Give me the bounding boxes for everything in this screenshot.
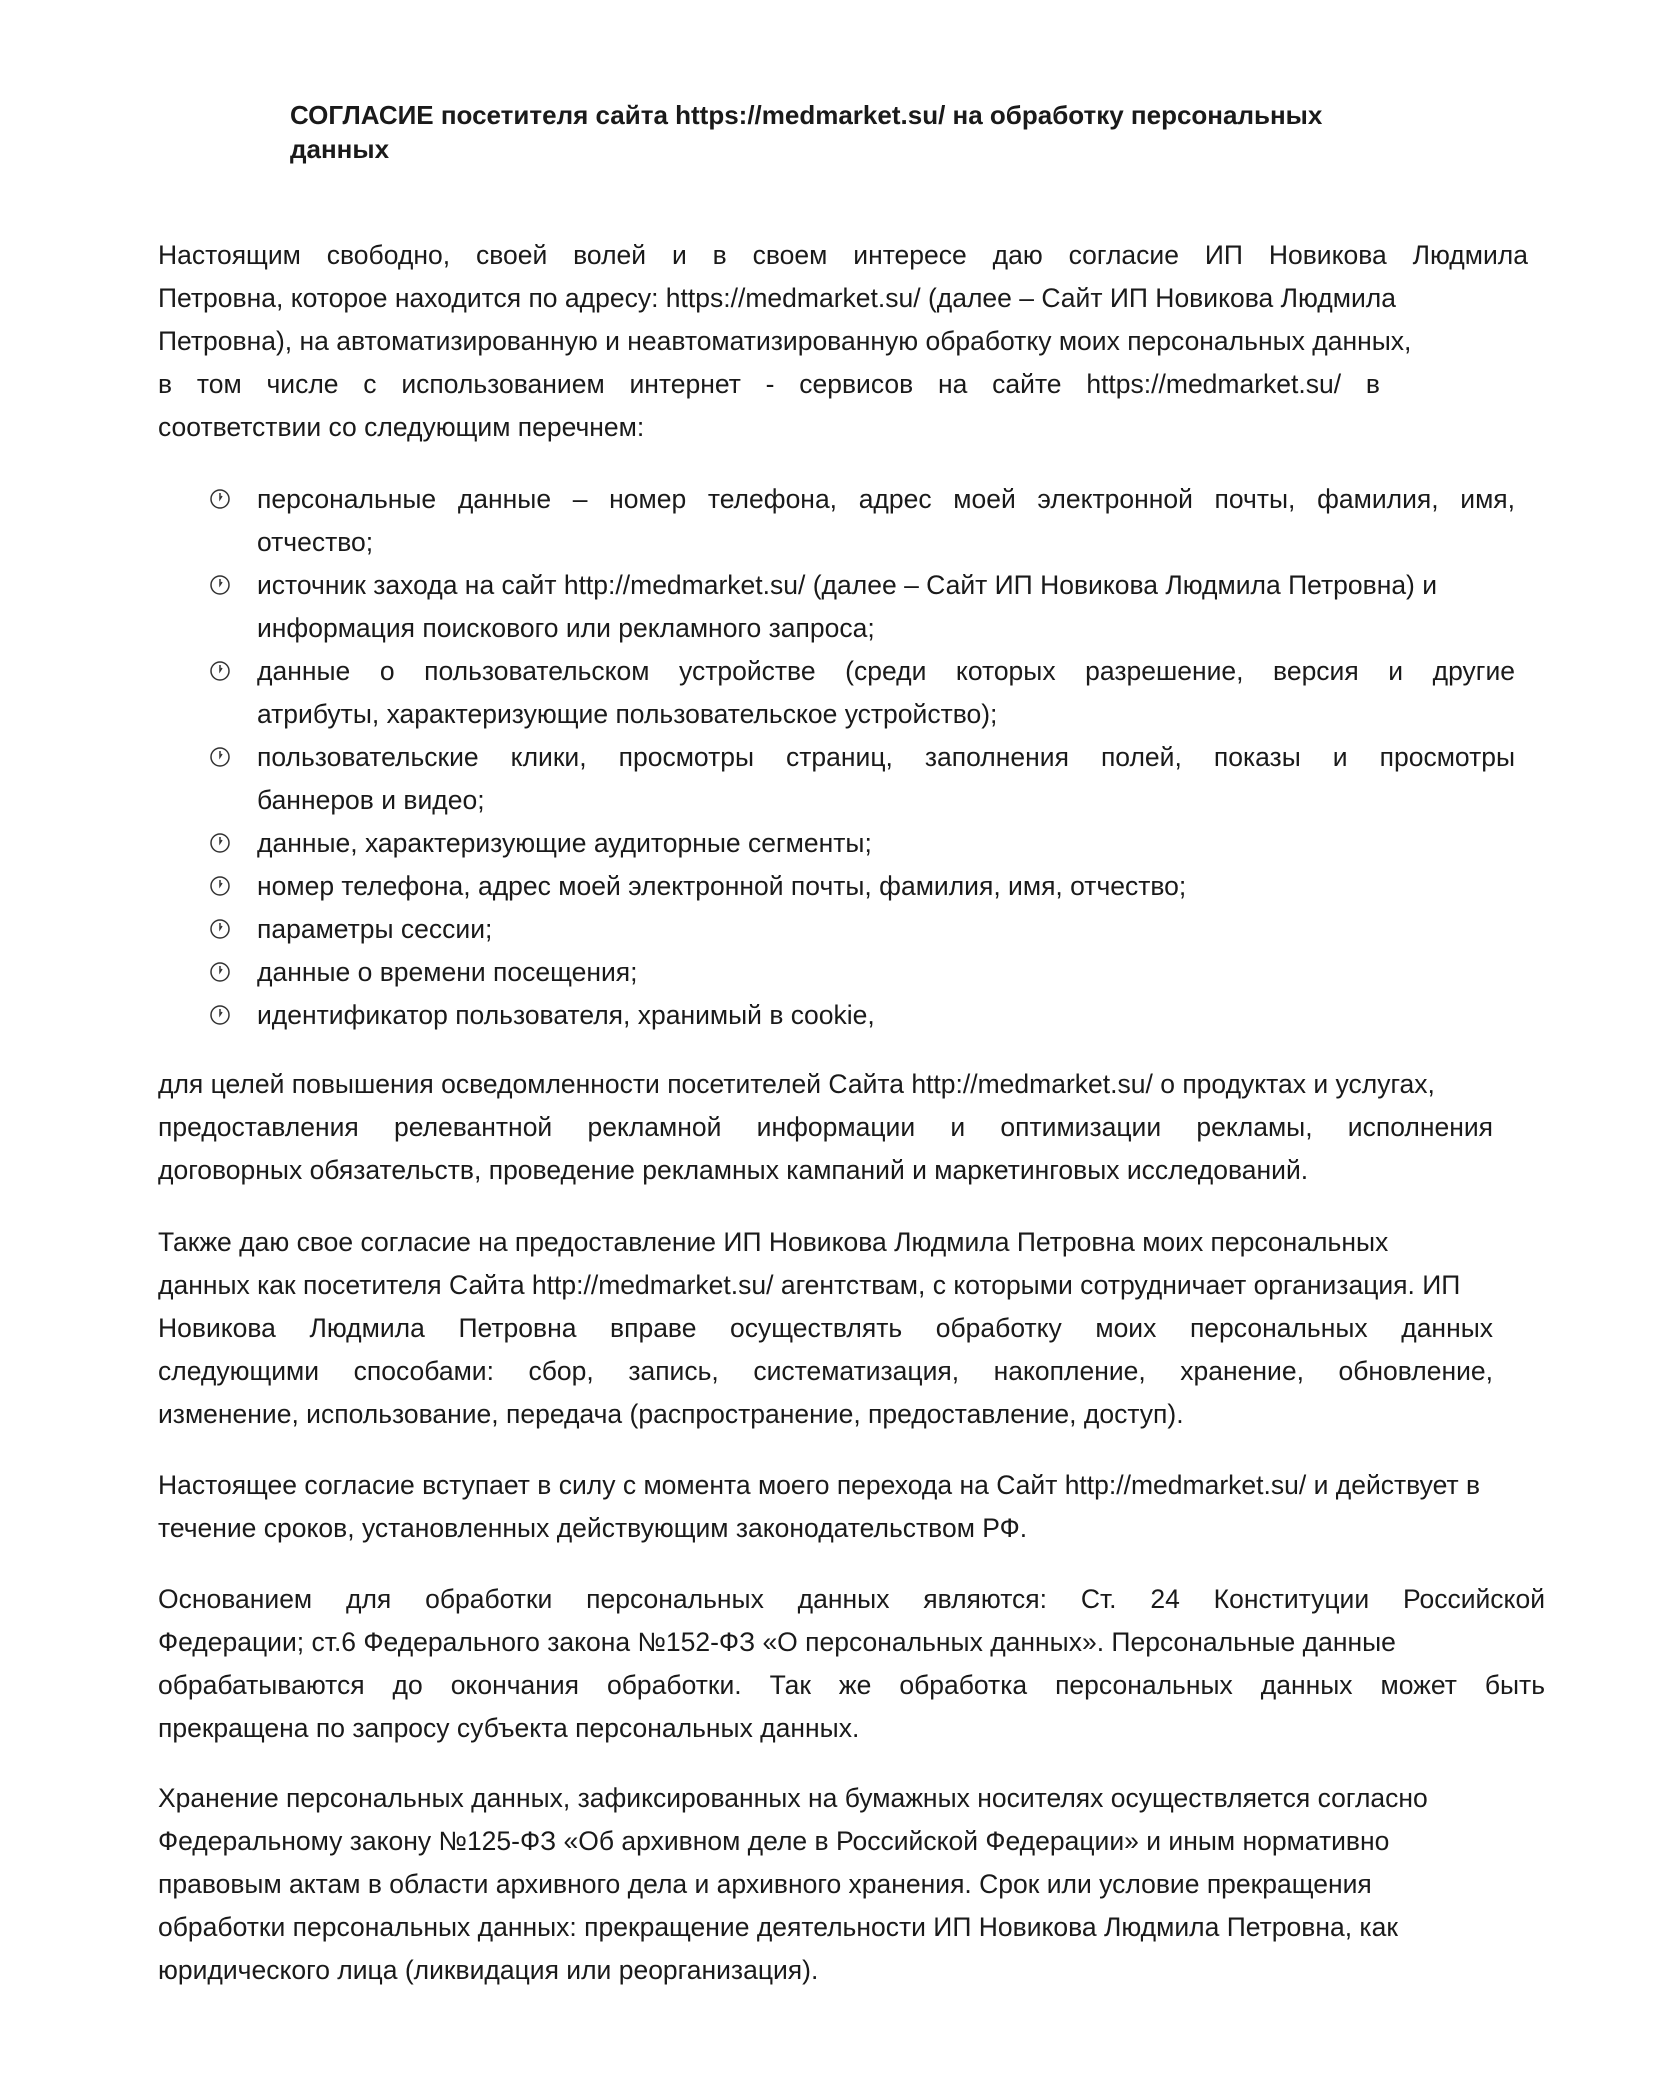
paragraph-line: Федеральному закону №125-ФЗ «Об архивном деле в Российской Федерации» и иным нормативно [158,1826,1390,1856]
paragraph-line: соответствии со следующим перечнем: [158,412,645,442]
list-item [205,564,1515,650]
title-line: СОГЛАСИЕ посетителя сайта https://medmarket.su/ на обработку персональных [290,100,1323,130]
data-list [205,478,1515,1037]
list-item [205,951,1515,994]
list-item-line: идентификатор пользователя, хранимый в cookie, [257,1000,875,1030]
paragraph-line: обработки персональных данных: прекращение деятельности ИП Новикова Людмила Петровна, как [158,1912,1398,1942]
clock-icon [209,574,231,596]
list-item [205,865,1515,908]
clock-icon [209,918,231,940]
list-item-line: персональные данные – номер телефона, адрес моей электронной почты, фамилия, имя, [257,484,1515,514]
intro-paragraph [158,234,1528,449]
list-item-line: данные, характеризующие аудиторные сегменты; [257,828,872,858]
paragraph-line: течение сроков, установленных действующим законодательством РФ. [158,1513,1028,1543]
list-item [205,822,1515,865]
paragraph-line: предоставления релевантной рекламной информации и оптимизации рекламы, исполнения [158,1112,1493,1142]
paragraph-line: прекращена по запросу субъекта персональных данных. [158,1713,860,1743]
document-title [290,98,1410,166]
clock-icon [209,832,231,854]
clock-icon [209,488,231,510]
validity-paragraph [158,1464,1558,1550]
paragraph-line: Петровна, которое находится по адресу: https://medmarket.su/ (далее – Сайт ИП Новикова Людмила [158,283,1396,313]
list-item-line: параметры сессии; [257,914,493,944]
clock-icon [209,746,231,768]
paragraph-line: договорных обязательств, проведение рекламных кампаний и маркетинговых исследований. [158,1155,1309,1185]
paragraph-line: обрабатываются до окончания обработки. Так же обработка персональных данных может быть [158,1670,1545,1700]
paragraph-line: правовым актам в области архивного дела и архивного хранения. Срок или условие прекращения [158,1869,1372,1899]
paragraph-line: Хранение персональных данных, зафиксированных на бумажных носителях осуществляется согласно [158,1783,1428,1813]
paragraph-line: юридического лица (ликвидация или реорганизация). [158,1955,819,1985]
paragraph-line: для целей повышения осведомленности посетителей Сайта http://medmarket.su/ о продуктах и услугах, [158,1069,1435,1099]
paragraph-line: Петровна), на автоматизированную и неавтоматизированную обработку моих персональных данных, [158,326,1412,356]
paragraph-line: изменение, использование, передача (распространение, предоставление, доступ). [158,1399,1184,1429]
list-item-line: данные о времени посещения; [257,957,638,987]
paragraph-line: следующими способами: сбор, запись, систематизация, накопление, хранение, обновление, [158,1356,1493,1386]
list-item-line: информация поискового или рекламного запроса; [257,613,875,643]
list-item [205,736,1515,822]
clock-icon [209,1004,231,1026]
clock-icon [209,961,231,983]
storage-paragraph [158,1777,1558,1992]
paragraph-line: Настоящее согласие вступает в силу с момента моего перехода на Сайт http://medmarket.su/ и действует в [158,1470,1481,1500]
list-item-line: атрибуты, характеризующие пользовательское устройство); [257,699,998,729]
title-line: данных [290,134,390,164]
list-item-line: пользовательские клики, просмотры страниц, заполнения полей, показы и просмотры [257,742,1515,772]
transfer-paragraph [158,1221,1493,1436]
list-item-line: отчество; [257,527,374,557]
paragraph-line: Основанием для обработки персональных данных являются: Ст. 24 Конституции Российской [158,1584,1545,1614]
list-item-line: данные о пользовательском устройстве (среди которых разрешение, версия и другие [257,656,1515,686]
clock-icon [209,875,231,897]
list-item [205,908,1515,951]
paragraph-line: Федерации; ст.6 Федерального закона №152-ФЗ «О персональных данных». Персональные данные [158,1627,1396,1657]
clock-icon [209,660,231,682]
paragraph-line: Новикова Людмила Петровна вправе осуществлять обработку моих персональных данных [158,1313,1493,1343]
paragraph-line: данных как посетителя Сайта http://medmarket.su/ агентствам, с которыми сотрудничает организация. ИП [158,1270,1461,1300]
list-item [205,650,1515,736]
list-item [205,994,1515,1037]
list-item [205,478,1515,564]
legal-basis-paragraph [158,1578,1545,1750]
paragraph-line: Настоящим свободно, своей волей и в своем интересе даю согласие ИП Новикова Людмила [158,240,1528,270]
list-item-line: баннеров и видео; [257,785,485,815]
list-item-line: источник захода на сайт http://medmarket.su/ (далее – Сайт ИП Новикова Людмила Петровна) и [257,570,1438,600]
paragraph-line: Также даю свое согласие на предоставление ИП Новикова Людмила Петровна моих персональных [158,1227,1389,1257]
purposes-paragraph [158,1063,1493,1192]
list-item-line: номер телефона, адрес моей электронной почты, фамилия, имя, отчество; [257,871,1187,901]
paragraph-line: в том числе с использованием интернет - сервисов на сайте https://medmarket.su/ в [158,369,1380,399]
